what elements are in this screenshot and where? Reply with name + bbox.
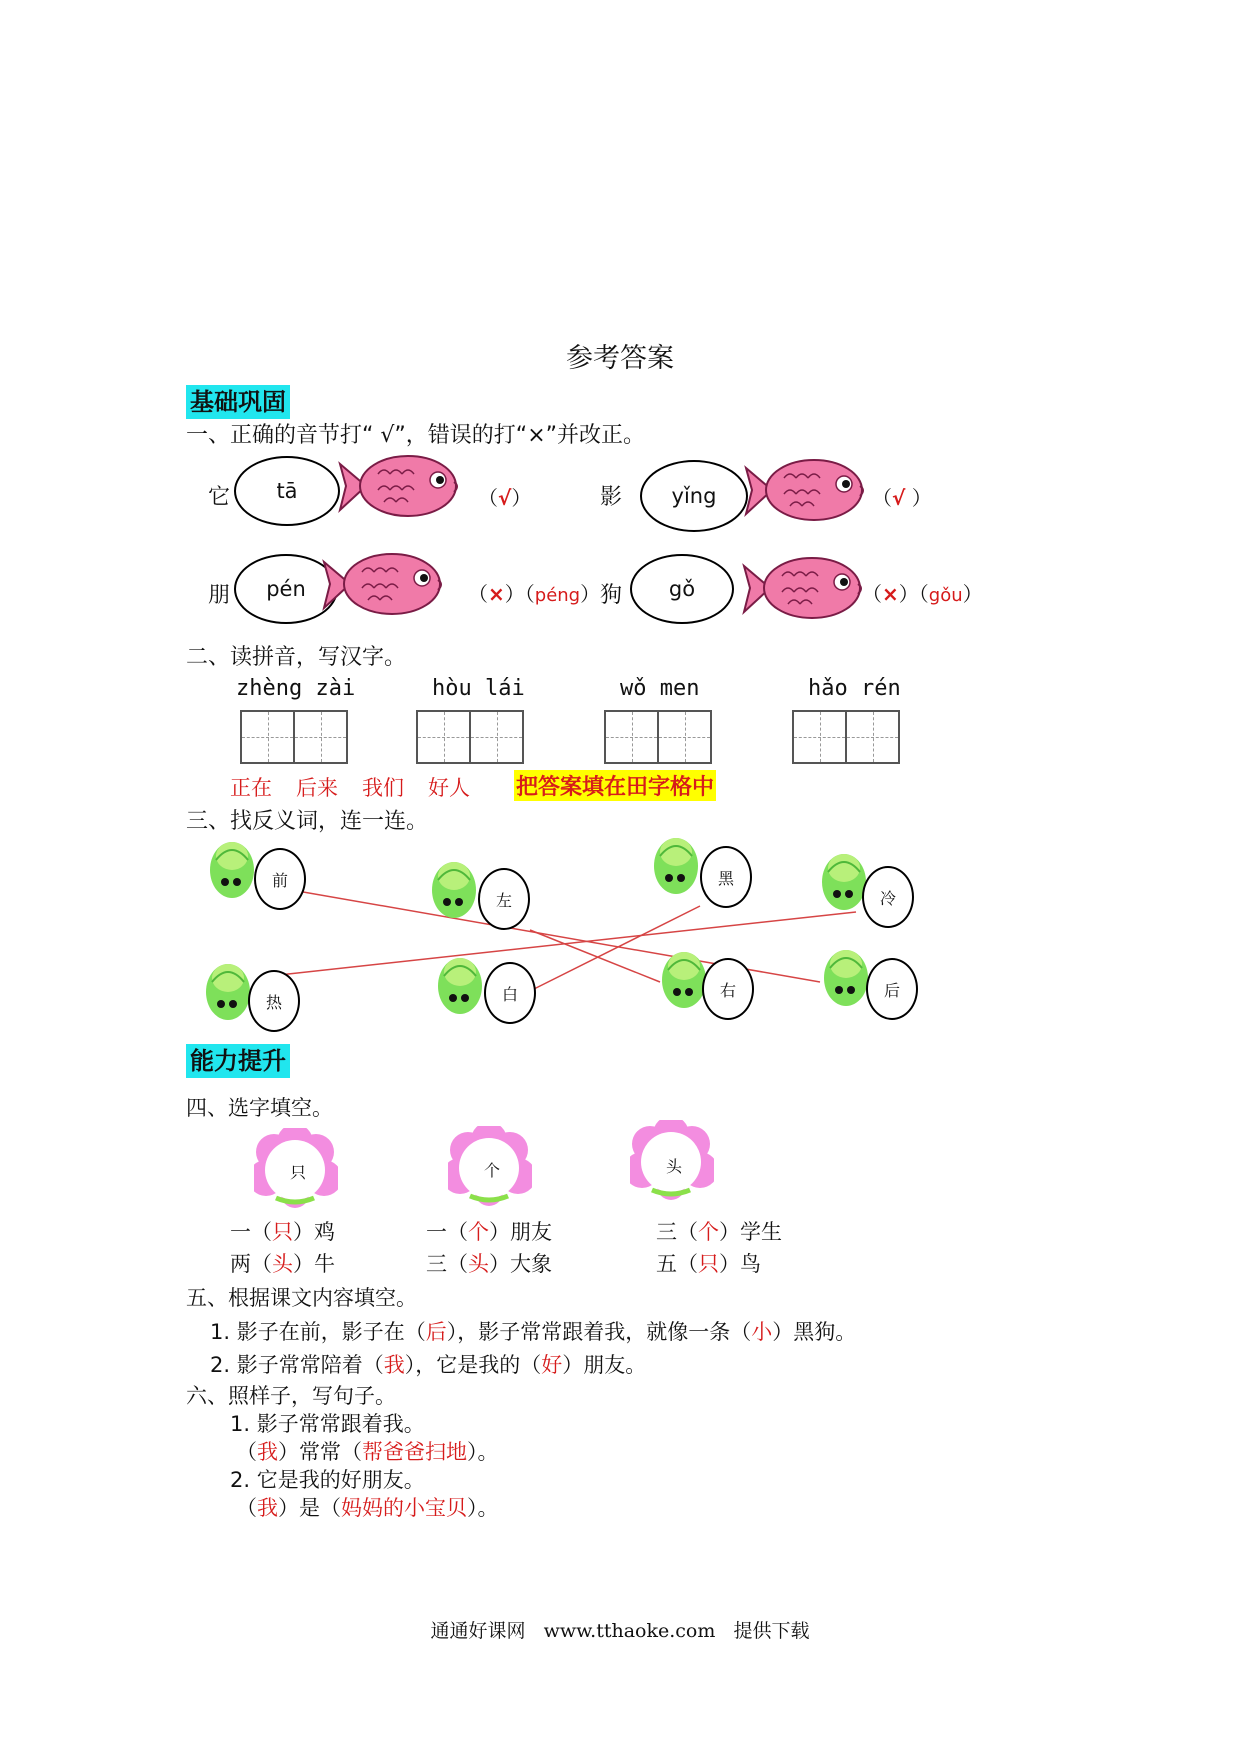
q6-answer-1: （我）常常（帮爸爸扫地）。 xyxy=(236,1440,499,1464)
q4-row2-item1: 两（头）牛 xyxy=(230,1252,335,1276)
tianzige-grid-4 xyxy=(792,710,900,764)
q6-example-1: 1. 影子常常跟着我。 xyxy=(230,1412,425,1436)
q5-line-2: 2. 影子常常陪着（我），它是我的（好）朋友。 xyxy=(210,1353,647,1377)
fish-icon xyxy=(744,450,864,540)
q1-pinyin-1: tā xyxy=(276,479,298,503)
tianzige-grid-3 xyxy=(604,710,712,764)
q1-char-2: 影 xyxy=(600,485,623,510)
q1-correction-4: gǒu xyxy=(928,585,963,606)
q6-prompt: 六、照样子，写句子。 xyxy=(186,1384,396,1408)
q4-row2-item3: 五（只）鸟 xyxy=(656,1252,761,1276)
q2-note: 把答案填在田字格中 xyxy=(514,770,716,801)
q6-answer: 我 xyxy=(257,1440,278,1464)
q1-pinyin-2: yǐng xyxy=(671,484,717,508)
q3-top-2: 左 xyxy=(495,890,512,910)
q2-pinyin-2: hòu lái xyxy=(432,676,525,701)
q2-pinyin-4: hǎo rén xyxy=(808,676,901,701)
q4-answer: 头 xyxy=(468,1252,489,1276)
q5-line-1: 1. 影子在前，影子在（后），影子常常跟着我，就像一条（小）黑狗。 xyxy=(210,1320,857,1344)
q6-answer: 帮爸爸扫地 xyxy=(362,1440,467,1464)
q3-bottom-2: 白 xyxy=(501,984,518,1004)
tianzige-grid-2 xyxy=(416,710,524,764)
q6-example-2: 2. 它是我的好朋友。 xyxy=(230,1468,425,1492)
q4-prompt: 四、选字填空。 xyxy=(186,1096,333,1120)
q1-pinyin-4: gǒ xyxy=(668,577,696,601)
fish-icon xyxy=(338,446,458,536)
q2-answer-2: 后来 xyxy=(296,776,338,800)
q1-char-3: 朋 xyxy=(208,583,231,608)
section-tag-basic: 基础巩固 xyxy=(186,385,290,419)
q3-bottom-bubble-4 xyxy=(866,958,918,1020)
q5-answer: 小 xyxy=(751,1320,773,1344)
q1-pinyin-bubble-2 xyxy=(640,460,748,532)
q4-option-1: 只 xyxy=(290,1163,307,1182)
page-title: 参考答案 xyxy=(566,343,674,374)
tianzige-grid-1 xyxy=(240,710,348,764)
q5-prompt: 五、根据课文内容填空。 xyxy=(186,1286,417,1310)
q1-pinyin-bubble-4 xyxy=(630,554,734,624)
cabbage-icon xyxy=(436,956,486,1018)
q3-top-3: 黑 xyxy=(717,868,734,888)
q1-char-4: 狗 xyxy=(600,583,623,608)
q3-connection-lines xyxy=(0,820,1240,1040)
section-tag-advanced: 能力提升 xyxy=(186,1044,290,1078)
q2-pinyin-3: wǒ men xyxy=(620,676,700,701)
q1-mark-1: （√） xyxy=(478,486,532,510)
q4-answer: 只 xyxy=(272,1220,293,1244)
q2-answer-4: 好人 xyxy=(428,776,470,800)
q3-bottom-bubble-3 xyxy=(702,958,754,1020)
q2-prompt: 二、读拼音，写汉字。 xyxy=(186,645,407,670)
q3-bottom-bubble-1 xyxy=(248,970,300,1032)
q4-option-3: 头 xyxy=(666,1157,683,1176)
cabbage-icon xyxy=(822,948,872,1010)
q3-bottom-3: 右 xyxy=(719,980,736,1000)
cabbage-icon xyxy=(430,860,480,922)
q3-bottom-4: 后 xyxy=(883,980,900,1000)
q1-mark-2-value: √ xyxy=(892,486,906,510)
q4-row1-item3: 三（个）学生 xyxy=(656,1220,782,1244)
q4-row1-item1: 一（只）鸡 xyxy=(230,1220,335,1244)
q4-answer: 个 xyxy=(698,1220,719,1244)
q3-bottom-1: 热 xyxy=(265,992,282,1012)
q1-mark-3-value: × xyxy=(488,582,505,606)
q3-top-bubble-2 xyxy=(478,868,530,930)
q3-top-bubble-4 xyxy=(862,866,914,928)
q4-answer: 只 xyxy=(698,1252,719,1276)
cabbage-icon xyxy=(204,962,254,1024)
q5-answer: 后 xyxy=(425,1320,447,1344)
q3-bottom-bubble-2 xyxy=(484,962,536,1024)
footer: 通通好课网 www.tthaoke.com 提供下载 xyxy=(430,1620,810,1642)
q1-prompt: 一、正确的音节打“ √”，错误的打“×”并改正。 xyxy=(186,423,646,448)
q6-answer-2: （我）是（妈妈的小宝贝）。 xyxy=(236,1496,499,1520)
q3-top-bubble-1 xyxy=(254,848,306,910)
q2-answer-3: 我们 xyxy=(362,776,404,800)
q4-row1-item2: 一（个）朋友 xyxy=(426,1220,552,1244)
q1-mark-4-value: × xyxy=(882,582,899,606)
q3-top-bubble-3 xyxy=(700,846,752,908)
q2-answer-1: 正在 xyxy=(230,776,272,800)
q1-mark-2: （√ ） xyxy=(872,486,932,510)
q5-answer: 我 xyxy=(383,1353,405,1377)
q4-answer: 头 xyxy=(272,1252,293,1276)
q6-answer: 我 xyxy=(257,1496,278,1520)
q1-mark-3: （×）（péng） xyxy=(468,582,601,606)
q1-mark-1-value: √ xyxy=(498,486,512,510)
q1-correction-3: péng xyxy=(534,585,581,606)
q1-mark-4: （×）（gǒu） xyxy=(862,582,983,606)
q3-top-1: 前 xyxy=(271,870,288,890)
fish-icon xyxy=(322,544,442,634)
q3-top-4: 冷 xyxy=(879,888,896,908)
q1-pinyin-bubble-1 xyxy=(234,456,340,526)
cabbage-icon xyxy=(208,840,258,902)
q4-option-2: 个 xyxy=(484,1161,501,1180)
q6-answer: 妈妈的小宝贝 xyxy=(341,1496,467,1520)
q4-row2-item2: 三（头）大象 xyxy=(426,1252,552,1276)
q5-answer: 好 xyxy=(541,1353,563,1377)
q3-prompt: 三、找反义词，连一连。 xyxy=(186,809,429,834)
q1-pinyin-3: pén xyxy=(266,577,306,601)
q4-answer: 个 xyxy=(468,1220,489,1244)
fish-icon xyxy=(742,548,862,638)
q1-char-1: 它 xyxy=(208,485,231,510)
q2-pinyin-1: zhèng zài xyxy=(236,676,356,701)
cabbage-icon xyxy=(652,836,702,898)
